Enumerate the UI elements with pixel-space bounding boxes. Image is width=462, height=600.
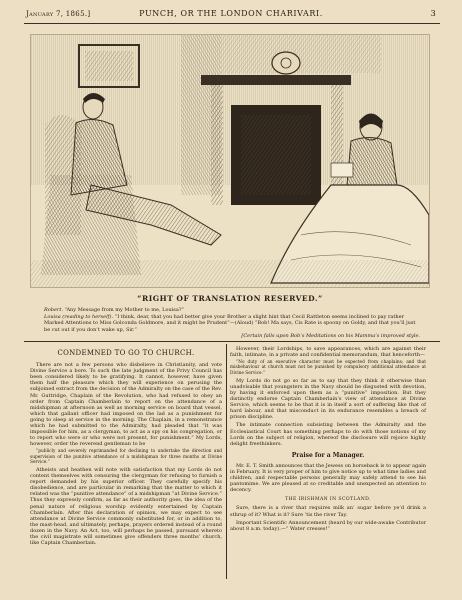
louisa-line: “I think, dear, that you had better give your Brother a slight hint that Cecil Rattleton seems inclined to pay rather Marked Attentions to Miss Golconda Goldmore, and it might be Prudent”—(Aloud) “Bob! Ma says, Cis Rate is spoony on Goldy, and that you’ll just be cut out if you don’t wake up, Sir.” <box>44 313 416 333</box>
caption-note: [Certain falls upon Bob’s Meditations on his Mamma’s improved style. <box>241 333 420 340</box>
science-announcement: Important Scientific Announcement (heard by our wide-awake Contributor about 8 a.m. today).—“ Water cresses!” <box>230 519 426 532</box>
article-footnote: “publicly and severely reprimanded for declining to undertake the direction and supervision of the punitive attendance of a midshipman for three months at Divine Service.” <box>30 449 222 465</box>
article-continuation: However, their Lordships, to save appearances, which are against their faith, intimate, in a private and confidential memorandum, that henceforth— <box>230 346 426 359</box>
column-divider <box>226 344 227 579</box>
header-rule <box>24 23 440 24</box>
masthead-title: PUNCH, OR THE LONDON CHARIVARI. <box>139 9 323 18</box>
robert-line: “Any Message from my Mother to me, Louisa?” <box>64 307 185 313</box>
praise-heading: Praise for a Manager. <box>291 451 365 459</box>
article-paragraph-4: The intimate connection subsisting between the Admiralty and the Ecclesiastical Court has something perhaps to do with those notions of my Lords on the subject of religion, whereof the disclosure will rejoice highly delight freethinkers. <box>230 422 426 447</box>
article-paragraph-2: Atheists and heathen will note with satisfaction that my Lords do not content themselves with censuring the clergyman for refusing to furnish a report demanded by his superior officer. They carefully specify his disobedience, and are particular in remarking that the matter to which it related was the “punitive attendance” of a midshipman “at Divine Service.” Thus they expressly confirm, as far as their authority goes, the idea of the penal nature of religious worship evidently entertained by Captain Chamberlain. After this declaration of opinion, we may expect to see attendance at Divine Service commonly substituted for, or in addition to, the mast-head, and ultimately, perhaps, prayers ordered instead of a round dozen in the Navy. An Act, too, will perhaps be passed, pursuant whereto the civil magistrate will sometimes give offenders three months’ church, like Captain Chamberlain. <box>30 467 222 547</box>
irishman-heading: THE IRISHMAN IN SCOTLAND. <box>285 497 371 503</box>
page-number: 3 <box>430 9 436 18</box>
engraving-illustration <box>30 34 430 288</box>
speaker-robert: Robert. <box>44 307 63 313</box>
left-column <box>30 346 222 548</box>
caption-louisa <box>44 314 420 334</box>
irishman-text: Sure, there is a river that requires milk an’ sugar before ye’d drink a sthrup of it? What is it? Sure ‘tis the river Tay. <box>230 505 426 518</box>
illustration-title: “RIGHT OF TRANSLATION RESERVED.” <box>137 294 323 303</box>
parlour-scene-image <box>31 35 429 287</box>
issue-date: January 7, 1865.] <box>26 10 91 18</box>
section-rule <box>24 341 440 342</box>
right-column <box>230 346 426 534</box>
memorandum-quote: “No duty of an executive character must be expected from chaplains; and that misbehaviour at church must not be punished by compulsory additional attendance at Divine Service.” <box>230 360 426 376</box>
article-paragraph-3: My Lords do not go so far as to say that they think it otherwise than unadvisable that youngsters in the Navy should be disgusted with devotion, by having it enforced upon them as a “punitive” imposition. But they distinctly endorse Captain Chamberlain’s view of attendance at Divine Service, which seems to be that it is in itself a sort of suffering like that of hard labour, and that misconduct in its endurance resembles a breach of prison discipline. <box>230 377 426 421</box>
illustration-caption <box>44 307 420 340</box>
page-header <box>26 8 436 22</box>
caption-robert <box>44 307 420 314</box>
speaker-louisa: Louisa (reading to herself). <box>44 313 114 320</box>
article-paragraph: There are not a few persons who disbelieve in Christianity, and vote Divine Service a bore. To such the late judgment of the Privy Council has been considered likely to be gratifying. It cannot, however, have given them half the pleasure which they will experience on perusing the subjoined extract from the decision of the Admiralty on the case of the Rev. Mr. Guttridge, Chaplain of the Revolution, who had refused to obey an order from Captain Chamberlain to report on the attendance of a midshipman at afternoon as well as morning service on board that vessel, which that gallant officer had imposed on the lad as a punishment for going to sleep at service in the morning. The Chaplain, in a remonstrance which he had submitted to the Admiralty, had pleaded that “it was impossible for him, as a clergyman, to act as a spy on his congregation, or to report who were or who were not present, for punishment.” My Lords, however, order the reverend gentleman to be <box>30 362 222 448</box>
praise-text: Mr. E. T. Smith announces that the Jewess on horseback is to appear again in February. It is very proper of him to give notice up to what time ladies and children, and respectable persons generally may safely attend to see his pantomime. We are pleased at so creditable and unexpected an attention to decency. <box>230 462 426 494</box>
article-heading: CONDEMNED TO GO TO CHURCH. <box>57 349 195 357</box>
